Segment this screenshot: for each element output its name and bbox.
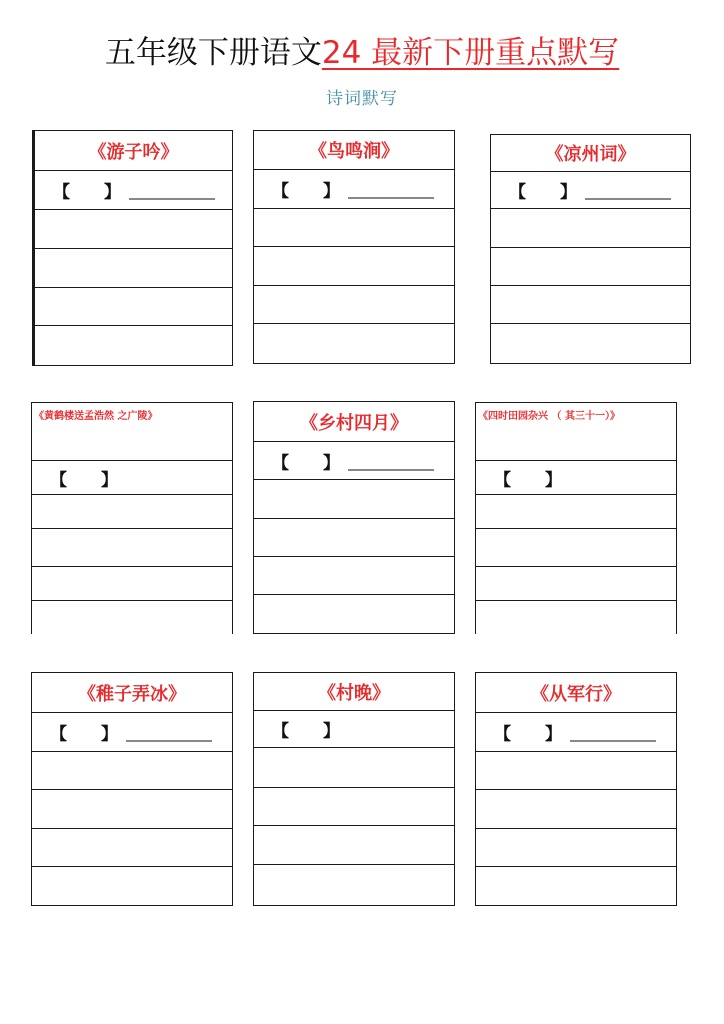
answer-line[interactable]: [32, 790, 232, 829]
author-blank: 【 】: [50, 470, 118, 490]
author-underline: [129, 199, 215, 200]
author-underline: [348, 198, 434, 199]
answer-line[interactable]: [254, 788, 454, 826]
answer-line[interactable]: [35, 288, 232, 326]
poem-card-youziyin: [32, 130, 233, 366]
answer-line[interactable]: [254, 209, 454, 247]
author-row[interactable]: [254, 170, 454, 209]
answer-line[interactable]: [254, 519, 454, 557]
answer-line[interactable]: [476, 790, 676, 829]
author-blank: 【 】: [494, 470, 562, 490]
poem-card-niaomingjian: [253, 130, 455, 364]
page-title-highlight: 24 最新下册重点默写: [321, 35, 620, 71]
answer-line[interactable]: [491, 324, 690, 362]
poem-card-cunwan: [253, 672, 455, 906]
page-title: [0, 30, 724, 76]
answer-line[interactable]: [254, 286, 454, 324]
poem-card-sishitianyuan: [475, 402, 677, 634]
author-blank: 【 】: [272, 181, 340, 202]
answer-line[interactable]: [476, 752, 676, 790]
author-underline: [585, 199, 671, 200]
author-underline: [348, 469, 434, 470]
page-title-grade: 五年级下册语文: [104, 35, 322, 71]
author-row[interactable]: [35, 171, 232, 210]
poem-title: 《四时田园杂兴 （ 其三十一）》: [476, 403, 676, 461]
answer-line[interactable]: [476, 867, 676, 905]
answer-line[interactable]: [32, 567, 232, 601]
author-row[interactable]: [32, 461, 232, 495]
answer-line[interactable]: [254, 247, 454, 286]
answer-line[interactable]: [254, 826, 454, 865]
poem-title: 《村晚》: [254, 673, 454, 711]
answer-line[interactable]: [491, 209, 690, 248]
author-row[interactable]: [254, 442, 454, 480]
answer-line[interactable]: [35, 326, 232, 364]
poem-title: 《凉州词》: [491, 135, 690, 172]
answer-line[interactable]: [32, 495, 232, 529]
author-row[interactable]: [476, 713, 676, 752]
poem-title: 《从军行》: [476, 673, 676, 713]
page-subtitle: 诗词默写: [326, 89, 398, 109]
author-blank: 【 】: [50, 724, 118, 745]
author-blank: 【 】: [509, 182, 577, 203]
author-underline: [570, 741, 656, 742]
answer-line[interactable]: [491, 286, 690, 324]
answer-line[interactable]: [476, 829, 676, 867]
answer-line[interactable]: [32, 601, 232, 634]
author-row[interactable]: [476, 461, 676, 495]
answer-line[interactable]: [32, 752, 232, 790]
poem-card-liangzhouci: [490, 134, 691, 364]
poem-card-huanghelou: [31, 402, 233, 634]
answer-line[interactable]: [254, 480, 454, 519]
answer-line[interactable]: [254, 557, 454, 595]
author-blank: 【 】: [272, 721, 340, 742]
poem-card-zhizinongbing: [31, 672, 233, 906]
answer-line[interactable]: [254, 748, 454, 788]
answer-line[interactable]: [32, 829, 232, 867]
poem-title: 《稚子弄冰》: [32, 673, 232, 713]
answer-line[interactable]: [35, 249, 232, 288]
answer-line[interactable]: [476, 529, 676, 567]
poem-title: 《游子吟》: [35, 131, 232, 171]
author-blank: 【 】: [272, 453, 340, 473]
author-underline: [126, 741, 212, 742]
author-blank: 【 】: [494, 724, 562, 745]
answer-line[interactable]: [476, 601, 676, 634]
author-row[interactable]: [491, 172, 690, 209]
answer-line[interactable]: [254, 595, 454, 633]
answer-line[interactable]: [476, 567, 676, 601]
answer-line[interactable]: [254, 324, 454, 362]
author-row[interactable]: [254, 711, 454, 748]
poem-card-congjunxing: [475, 672, 677, 906]
answer-line[interactable]: [254, 865, 454, 904]
answer-line[interactable]: [32, 867, 232, 905]
poem-title: 《鸟鸣涧》: [254, 131, 454, 170]
answer-line[interactable]: [35, 210, 232, 249]
poem-card-xiangcunsiyue: [253, 401, 455, 634]
author-row[interactable]: [32, 713, 232, 752]
answer-line[interactable]: [491, 248, 690, 286]
answer-line[interactable]: [32, 529, 232, 567]
author-blank: 【 】: [53, 182, 121, 203]
answer-line[interactable]: [476, 495, 676, 529]
poem-title: 《黄鹤楼送孟浩然 之广陵》: [32, 403, 232, 461]
poem-title: 《乡村四月》: [254, 402, 454, 442]
